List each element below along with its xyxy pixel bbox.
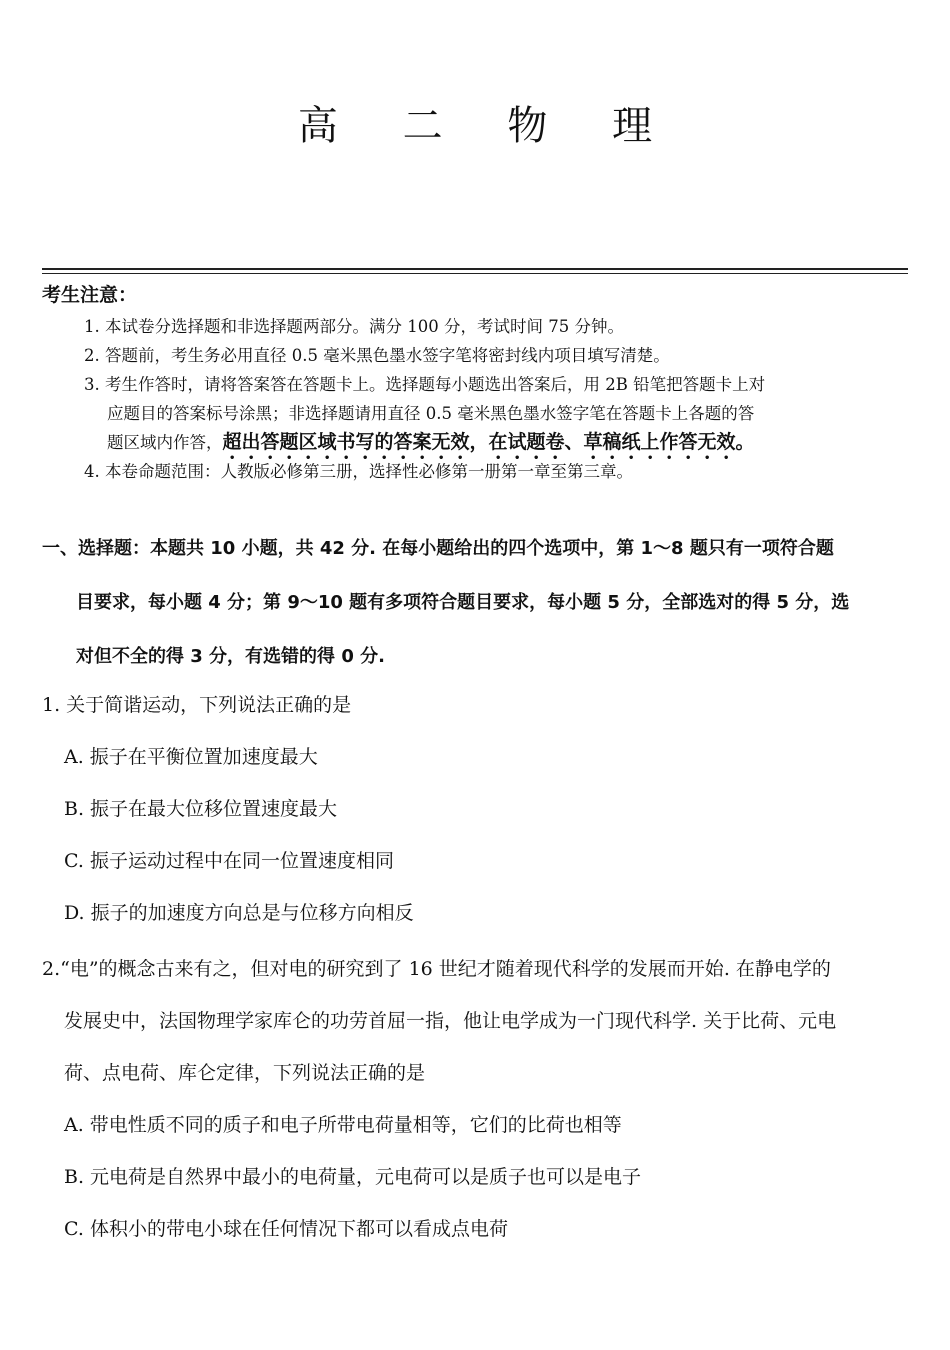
notice-item-3-text: 题区域内作答，: [107, 433, 223, 452]
page-title: 高 二 物 理: [297, 103, 679, 149]
question-2: [42, 943, 912, 1255]
question-stem-cont: 发展史中，法国物理学家库仑的功劳首屈一指，他让电学成为一门现代科学. 关于比荷、元电: [64, 1010, 837, 1032]
question-stem-cont: 荷、点电荷、库仑定律，下列说法正确的是: [64, 1062, 426, 1084]
option-a: A. 振子在平衡位置加速度最大: [64, 746, 318, 768]
question-stem: 2.“电”的概念古来有之，但对电的研究到了 16 世纪才随着现代科学的发展而开始. 在静电学的: [42, 958, 831, 980]
option-c: C. 振子运动过程中在同一位置速度相同: [64, 850, 394, 872]
option-a: A. 带电性质不同的质子和电子所带电荷量相等，它们的比荷也相等: [64, 1114, 622, 1136]
header-rule-thin: [42, 273, 908, 274]
notice-list: [84, 312, 914, 486]
section-line-3: 对但不全的得 3 分，有选错的得 0 分.: [76, 646, 385, 667]
notice-item-3: 3. 考生作答时，请将答案答在答题卡上。选择题每小题选出答案后，用 2B 铅笔把答题卡上对: [84, 375, 766, 394]
notice-item-3-cont: 应题目的答案标号涂黑；非选择题请用直径 0.5 毫米黑色墨水签字笔在答题卡上各题的答: [107, 404, 755, 423]
section-instructions: [42, 522, 912, 684]
notice-item-3-cont2: [84, 428, 914, 457]
notice-warning-emphasis: 超出答题区域书写的答案无效，在试题卷、草稿纸上作答无效。: [222, 431, 755, 453]
notice-item-4: 4. 本卷命题范围：人教版必修第三册，选择性必修第一册第一章至第三章。: [84, 462, 633, 481]
section-line-2: 目要求，每小题 4 分；第 9～10 题有多项符合题目要求，每小题 5 分，全部选对的得 5 分，选: [76, 592, 850, 613]
question-1: [42, 679, 912, 939]
notice-heading: 考生注意：: [42, 284, 138, 306]
option-b: B. 振子在最大位移位置速度最大: [64, 798, 338, 820]
option-b: B. 元电荷是自然界中最小的电荷量，元电荷可以是质子也可以是电子: [64, 1166, 642, 1188]
section-line-1: 一、选择题：本题共 10 小题，共 42 分. 在每小题给出的四个选项中，第 1～8 题只有一项符合题: [42, 538, 834, 559]
header-rule-thick: [42, 268, 908, 270]
option-d: D. 振子的加速度方向总是与位移方向相反: [64, 902, 414, 924]
option-c: C. 体积小的带电小球在任何情况下都可以看成点电荷: [64, 1218, 508, 1240]
notice-item-1: 1. 本试卷分选择题和非选择题两部分。满分 100 分，考试时间 75 分钟。: [84, 317, 624, 336]
notice-item-2: 2. 答题前，考生务必用直径 0.5 毫米黑色墨水签字笔将密封线内项目填写清楚。: [84, 346, 670, 365]
question-stem: 1. 关于简谐运动，下列说法正确的是: [42, 694, 352, 716]
